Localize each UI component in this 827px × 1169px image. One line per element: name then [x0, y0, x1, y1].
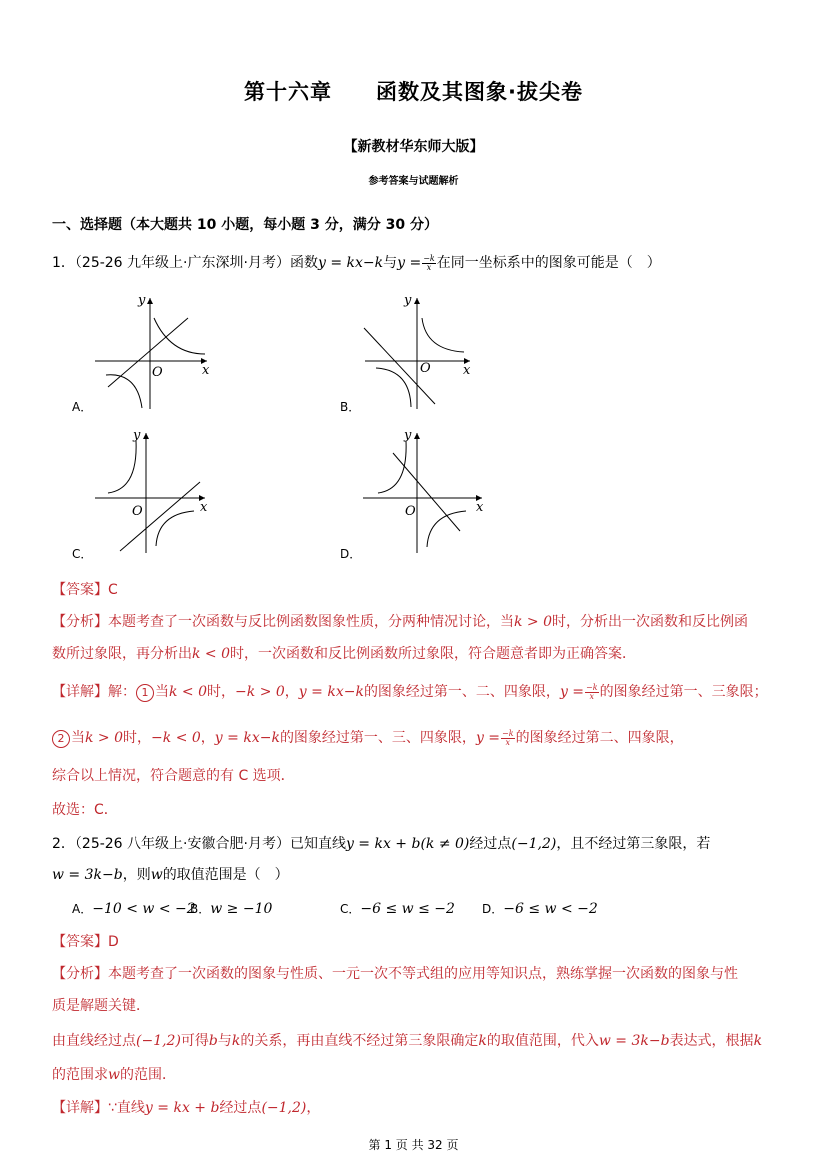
q1-prefix: 1．（25-26 九年级上·广东深圳·月考）函数 — [52, 255, 318, 271]
q1-d1-h: 的图象经过第一、二、四象限， — [363, 684, 560, 700]
q1-detail-line3: 综合以上情况，符合题意的有 C 选项． — [52, 768, 295, 784]
question-2-stem-line1 — [52, 834, 710, 854]
q1-d2-e: ， — [200, 730, 215, 746]
q1-d1-d: 时， — [207, 684, 236, 700]
circled-2-icon: 2 — [52, 730, 70, 748]
q1-d2-den: x — [505, 737, 511, 747]
q2-d-e: ， — [306, 1100, 321, 1116]
graph-a-x-label: x — [202, 363, 210, 378]
option-c-label: C． — [72, 547, 93, 561]
q1-eq1: y = kx−k — [317, 255, 384, 271]
q1-d2-a: 当 — [71, 730, 85, 746]
q2-option-d-value: −6 ≤ w < −2 — [503, 901, 598, 917]
q1-analysis-line1 — [52, 612, 748, 632]
q2-a3-e: 与 — [217, 1033, 232, 1049]
q1-d1-c: k < 0 — [169, 684, 208, 700]
q2-analysis-line4 — [52, 1065, 176, 1085]
q1-d2-c: 时， — [123, 730, 152, 746]
q2-l1-b: y = kx + b(k ≠ 0) — [345, 836, 470, 852]
graph-a-y-label: y — [138, 293, 146, 308]
graph-d-x-label: x — [476, 500, 484, 515]
edition-label: 【新教材华东师大版】 — [343, 139, 484, 155]
q1-fraction — [422, 255, 436, 272]
graph-c-x-label: x — [200, 500, 208, 515]
q1-analysis-1c: 时，分析出一次函数和反比例函 — [552, 614, 749, 630]
q2-a3-g: 的关系，再由直线不经过第三象限确定 — [240, 1033, 479, 1049]
graph-a — [90, 288, 220, 413]
q2-d-d: (−1,2) — [261, 1100, 307, 1116]
q2-d-b: y = kx + b — [144, 1100, 220, 1116]
q2-analysis-tag: 【分析】 — [52, 966, 108, 982]
section-heading: 一、选择题（本大题共 10 小题，每小题 3 分，满分 30 分） — [52, 217, 438, 233]
graph-b-y-label: y — [404, 293, 412, 308]
graph-b — [360, 288, 490, 413]
q2-a4-b: w — [108, 1067, 120, 1083]
q1-d1-num: −k — [586, 682, 598, 692]
q2-l1-d: (−1,2) — [511, 836, 557, 852]
q2-a3-f: k — [231, 1033, 241, 1049]
q1-analysis-1a: 本题考查了一次函数与反比例函数图象性质，分两种情况讨论，当 — [108, 614, 514, 630]
page-title — [0, 76, 827, 106]
q1-detail-line2 — [52, 728, 684, 748]
q1-d2-num: −k — [502, 728, 514, 738]
question-1-stem — [52, 253, 661, 273]
q2-answer-tag: 【答案】 — [52, 934, 108, 950]
option-a-label: A． — [72, 400, 93, 414]
q1-analysis-1b: k > 0 — [514, 614, 553, 630]
q1-answer-tag: 【答案】 — [52, 582, 108, 598]
q2-l2-c: w — [150, 867, 163, 883]
q1-d1-b: 当 — [155, 684, 169, 700]
q2-l1-a: 2．（25-26 八年级上·安徽合肥·月考）已知直线 — [52, 836, 346, 852]
q2-option-a-label: A． — [72, 902, 93, 916]
q2-a1: 本题考查了一次函数的图象与性质、一元一次不等式组的应用等知识点，熟练掌握一次函数的图象与性 — [108, 966, 738, 982]
q1-mid: 与 — [383, 255, 398, 271]
q1-d2-i: 的图象经过第二、四象限， — [515, 730, 684, 746]
q1-analysis-2a: 数所过象限，再分析出 — [52, 646, 192, 662]
q2-d-c: 经过点 — [219, 1100, 262, 1116]
q2-detail-line1 — [52, 1098, 320, 1118]
q2-a3-a: 由直线经过点 — [52, 1033, 136, 1049]
q1-frac-num: −k — [423, 253, 435, 263]
q1-d2-fraction — [501, 730, 515, 747]
q1-d2-g: 的图象经过第一、三、四象限， — [279, 730, 476, 746]
q2-detail-tag: 【详解】 — [52, 1100, 108, 1116]
graph-d — [360, 427, 490, 557]
graph-d-origin: O — [405, 504, 416, 519]
q2-a3-d: b — [208, 1033, 218, 1049]
q2-option-c — [340, 899, 455, 919]
q1-analysis-line2 — [52, 644, 636, 664]
graph-d-y-label: y — [404, 428, 412, 443]
answer-key-label: 参考答案与试题解析 — [368, 176, 459, 187]
q2-d-a: ∵直线 — [108, 1100, 145, 1116]
q2-a3-c: 可得 — [180, 1033, 209, 1049]
question-2-stem-line2 — [52, 865, 289, 885]
page-footer: 第 1 页 共 32 页 — [368, 1138, 459, 1152]
q2-l2-d: 的取值范围是（ ） — [162, 867, 289, 883]
q2-a3-h: k — [478, 1033, 487, 1049]
q2-a3-j: w = 3k−b — [598, 1033, 670, 1049]
q2-option-d-label: D． — [482, 902, 504, 916]
q1-d2-b: k > 0 — [85, 730, 124, 746]
q1-d1-fraction — [585, 684, 599, 701]
q2-a3-i: 的取值范围，代入 — [486, 1033, 599, 1049]
q2-a3-k: 表达式，根据 — [669, 1033, 754, 1049]
q1-d1-j: 的图象经过第一、三象限； — [599, 684, 768, 700]
q1-detail-line4: 故选：C． — [52, 802, 118, 818]
chapter-title: 第十六章 — [244, 80, 332, 104]
q2-a3-l: k — [753, 1033, 763, 1049]
q2-answer-value: D — [108, 934, 119, 950]
q1-answer-value: C — [108, 582, 118, 598]
q2-l1-c: 经过点 — [469, 836, 512, 852]
graph-c — [90, 427, 220, 557]
graph-b-x-label: x — [463, 363, 471, 378]
q1-analysis-2b: k < 0 — [192, 646, 231, 662]
q1-eq2-left: y = — [397, 255, 422, 271]
q1-d1-g: y = kx−k — [298, 684, 364, 700]
q1-d1-f: ， — [284, 684, 299, 700]
option-b-label: B． — [340, 400, 361, 414]
q1-d2-h: y = — [475, 730, 501, 746]
graph-a-origin: O — [152, 365, 163, 380]
q2-l2-a: w = 3k−b — [52, 867, 123, 883]
q2-l1-e: ，且不经过第三象限，若 — [556, 836, 711, 852]
q2-l2-b: ，则 — [122, 867, 151, 883]
q2-a4-c: 的范围． — [119, 1067, 176, 1083]
chapter-subtitle: 函数及其图象·拔尖卷 — [376, 80, 583, 104]
q1-analysis-2c: 时，一次函数和反比例函数所过象限，符合题意者即为正确答案． — [230, 646, 637, 662]
q2-option-a-value: −10 < w < −2 — [92, 901, 196, 917]
q1-detail-line1 — [52, 682, 768, 702]
q1-analysis-tag: 【分析】 — [52, 614, 108, 630]
q2-option-a — [72, 899, 196, 919]
q2-option-c-value: −6 ≤ w ≤ −2 — [360, 901, 455, 917]
graph-c-y-label: y — [133, 428, 141, 443]
q2-option-b — [190, 899, 272, 919]
q2-option-b-value: w ≥ −10 — [210, 901, 273, 917]
q1-d2-f: y = kx−k — [214, 730, 280, 746]
q1-d1-i: y = — [559, 684, 585, 700]
q2-option-c-label: C． — [340, 902, 361, 916]
circled-1-icon: 1 — [136, 684, 154, 702]
q1-d1-a: 解： — [108, 684, 136, 700]
q2-answer — [52, 932, 119, 952]
q2-analysis-line1 — [52, 964, 738, 984]
q1-detail-tag: 【详解】 — [52, 684, 108, 700]
q1-suffix: 在同一坐标系中的图象可能是（ ） — [436, 255, 661, 271]
q2-a4-a: 的范围求 — [52, 1067, 108, 1083]
q2-a3-b: (−1,2) — [136, 1033, 181, 1049]
option-d-label: D． — [340, 547, 362, 561]
q1-frac-den: x — [426, 262, 432, 272]
q2-option-b-label: B． — [190, 902, 211, 916]
q1-answer — [52, 580, 118, 600]
q2-option-d — [482, 899, 598, 919]
q1-d1-den: x — [589, 691, 595, 701]
q1-d1-e: −k > 0 — [235, 684, 285, 700]
q1-d2-d: −k < 0 — [151, 730, 201, 746]
q2-analysis-line3 — [52, 1031, 762, 1051]
graph-c-origin: O — [132, 504, 143, 519]
graph-b-origin: O — [420, 361, 431, 376]
q2-analysis-line2: 质是解题关键． — [52, 998, 150, 1014]
